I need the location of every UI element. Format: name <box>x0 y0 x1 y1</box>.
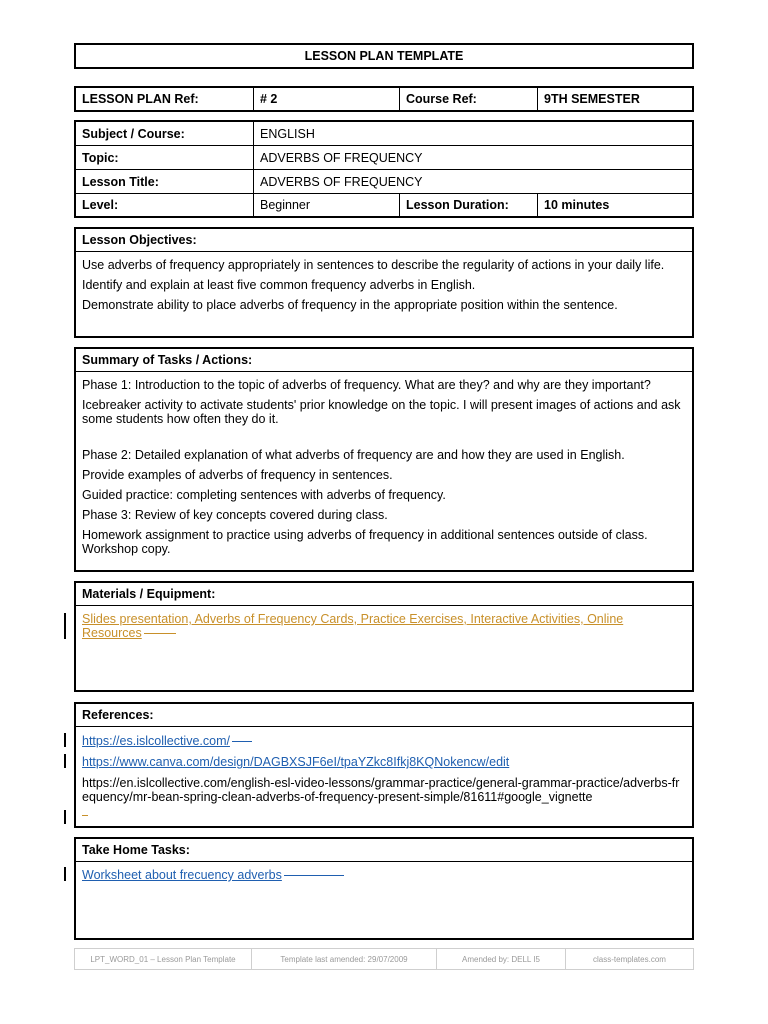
footer-doc-id: LPT_WORD_01 – Lesson Plan Template <box>75 949 252 969</box>
references-body <box>76 727 692 822</box>
tasks-section <box>74 347 694 572</box>
task-item: Icebreaker activity to activate students' prior knowledge on the topic. I will present images of actions and ask some students how often they do it. <box>82 398 681 426</box>
lesson-plan-ref-value: # 2 <box>254 88 400 110</box>
homework-body <box>76 862 692 882</box>
lesson-plan-ref-label: LESSON PLAN Ref: <box>76 88 254 110</box>
reference-trail-1 <box>232 741 252 742</box>
page-footer <box>74 948 694 970</box>
materials-body <box>76 606 692 640</box>
reference-link-2[interactable]: https://www.canva.com/design/DAGBXSJF6eI/tpaYZkc8Ifkj8KQNokencw/edit <box>82 755 510 769</box>
worksheet-trail <box>284 875 344 876</box>
task-item: Phase 2: Detailed explanation of what adverbs of frequency are and how they are used in English. <box>82 448 625 462</box>
task-item: Homework assignment to practice using adverbs of frequency in additional sentences outside of class. Workshop copy. <box>82 528 648 556</box>
lesson-title-label: Lesson Title: <box>76 170 254 193</box>
duration-label: Lesson Duration: <box>400 194 538 216</box>
duration-value: 10 minutes <box>544 198 610 212</box>
footer-amended-date: Template last amended: 29/07/2009 <box>252 949 437 969</box>
topic-label: Topic: <box>76 146 254 169</box>
materials-link[interactable]: Slides presentation, Adverbs of Frequency Cards, Practice Exercises, Interactive Activities, Online Resources <box>82 612 624 640</box>
reference-trail-3 <box>82 815 88 816</box>
objectives-header: Lesson Objectives: <box>76 229 692 252</box>
change-bar <box>64 867 66 881</box>
objective-item: Demonstrate ability to place adverbs of frequency in the appropriate position within the sentence. <box>82 298 618 312</box>
change-bar <box>64 810 66 824</box>
task-item: Phase 3: Review of key concepts covered during class. <box>82 508 388 522</box>
change-bar <box>64 754 66 768</box>
task-item: Provide examples of adverbs of frequency in sentences. <box>82 468 393 482</box>
footer-amended-by: Amended by: DELL I5 <box>437 949 566 969</box>
task-item: Guided practice: completing sentences with adverbs of frequency. <box>82 488 446 502</box>
course-ref-value: 9TH SEMESTER <box>544 92 640 106</box>
materials-trail <box>144 633 176 634</box>
lesson-title-value: ADVERBS OF FREQUENCY <box>260 174 423 189</box>
footer-site: class-templates.com <box>593 954 666 964</box>
change-bar <box>64 613 66 639</box>
level-label: Level: <box>76 194 254 216</box>
change-bar <box>64 733 66 747</box>
tasks-header: Summary of Tasks / Actions: <box>76 349 692 372</box>
level-value: Beginner <box>254 194 400 216</box>
objective-item: Identify and explain at least five common frequency adverbs in English. <box>82 278 476 292</box>
task-item: Phase 1: Introduction to the topic of adverbs of frequency. What are they? and why are they important? <box>82 378 651 392</box>
subject-value: ENGLISH <box>260 126 315 141</box>
homework-section <box>74 837 694 940</box>
materials-section <box>74 581 694 692</box>
objectives-section <box>74 227 694 338</box>
subject-label: Subject / Course: <box>76 122 254 145</box>
tasks-body <box>76 372 692 556</box>
reference-text-3: https://en.islcollective.com/english-esl-video-lessons/grammar-practice/general-grammar-practice/adverbs-frequency/mr-bean-spring-clean-adverbs-of-frequency-present-simple/81611#google_vignette <box>82 776 680 804</box>
worksheet-link[interactable]: Worksheet about frecuency adverbs <box>82 868 282 882</box>
materials-header: Materials / Equipment: <box>76 583 692 606</box>
objectives-body <box>76 252 692 312</box>
topic-value: ADVERBS OF FREQUENCY <box>260 150 423 165</box>
reference-link-1[interactable]: https://es.islcollective.com/ <box>82 734 230 748</box>
references-section <box>74 702 694 828</box>
course-ref-label: Course Ref: <box>400 88 538 110</box>
references-header: References: <box>76 704 692 727</box>
details-table <box>74 120 694 218</box>
title-box <box>74 43 694 69</box>
ref-table <box>74 86 694 112</box>
objective-item: Use adverbs of frequency appropriately in sentences to describe the regularity of actions in your daily life. <box>82 258 665 272</box>
page-title: LESSON PLAN TEMPLATE <box>304 49 464 63</box>
homework-header: Take Home Tasks: <box>76 839 692 862</box>
